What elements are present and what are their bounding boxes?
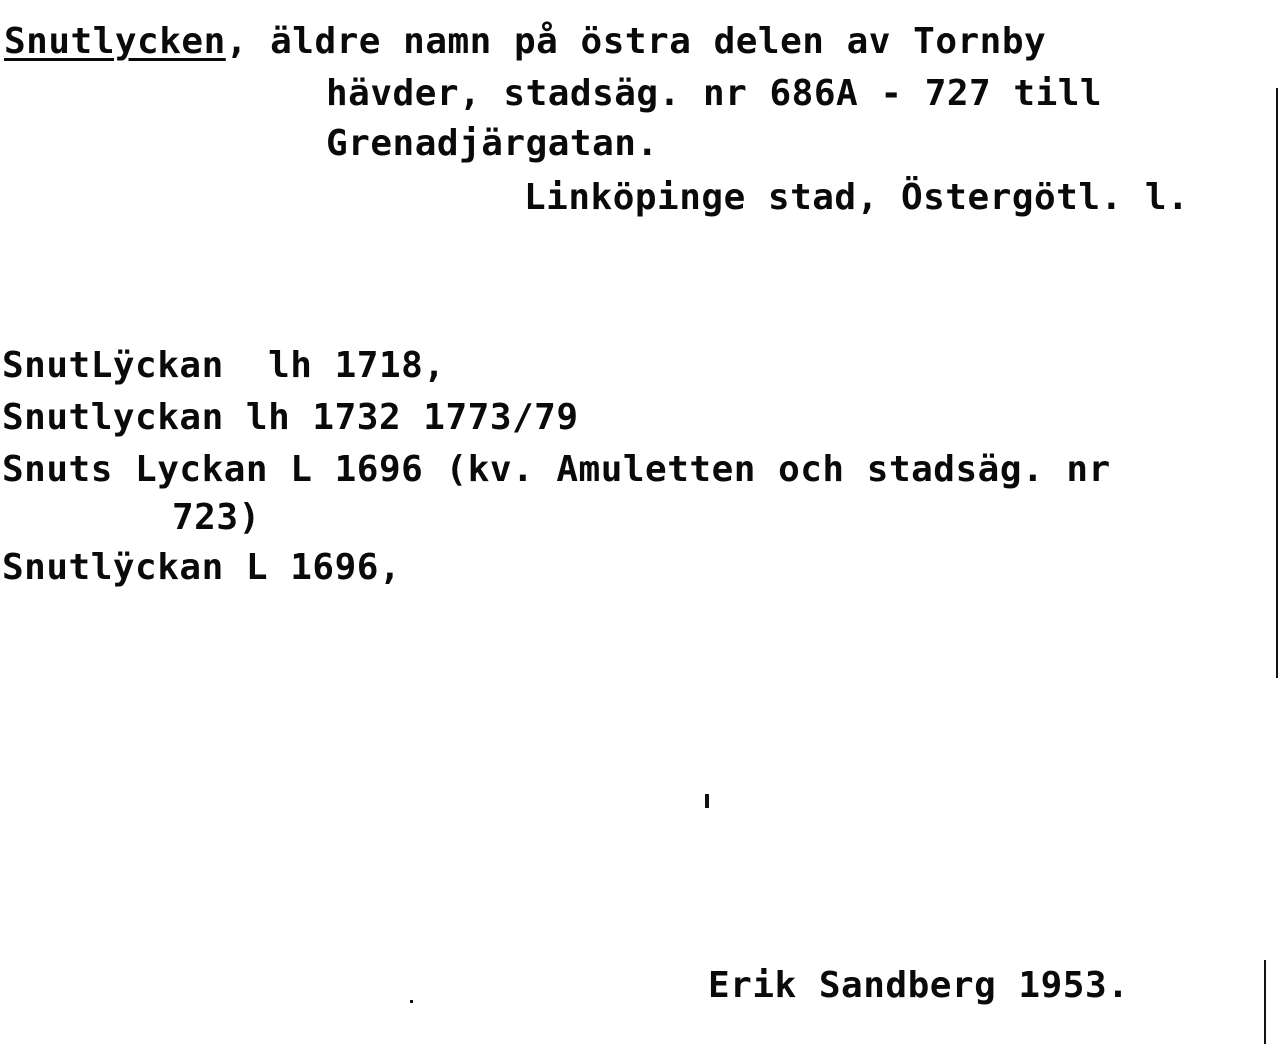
header-line-2: hävder, stadsäg. nr 686A - 727 till xyxy=(326,73,1103,114)
attestation-2: Snutlyckan lh 1732 1773/79 xyxy=(2,397,579,438)
attestation-4: Snutlÿckan L 1696, xyxy=(2,547,402,588)
ink-speck xyxy=(410,1000,413,1003)
attestation-3-continued: 723) xyxy=(172,497,261,538)
headword: Snutlycken xyxy=(4,21,226,62)
location-line: Linköpinge stad, Östergötl. l. xyxy=(524,177,1190,218)
header-line-3: Grenadjärgatan. xyxy=(326,123,659,164)
header-description-start: , äldre namn på östra delen av Tornby xyxy=(225,21,1047,62)
ink-mark xyxy=(705,794,709,808)
card-edge-line-lower xyxy=(1264,960,1266,1044)
attestation-3: Snuts Lyckan L 1696 (kv. Amuletten och stadsäg. nr xyxy=(2,449,1111,490)
header-line-1 xyxy=(4,21,1047,62)
attestation-1: SnutLÿckan lh 1718, xyxy=(2,345,446,386)
card-edge-line xyxy=(1276,88,1278,678)
signature: Erik Sandberg 1953. xyxy=(708,965,1130,1006)
